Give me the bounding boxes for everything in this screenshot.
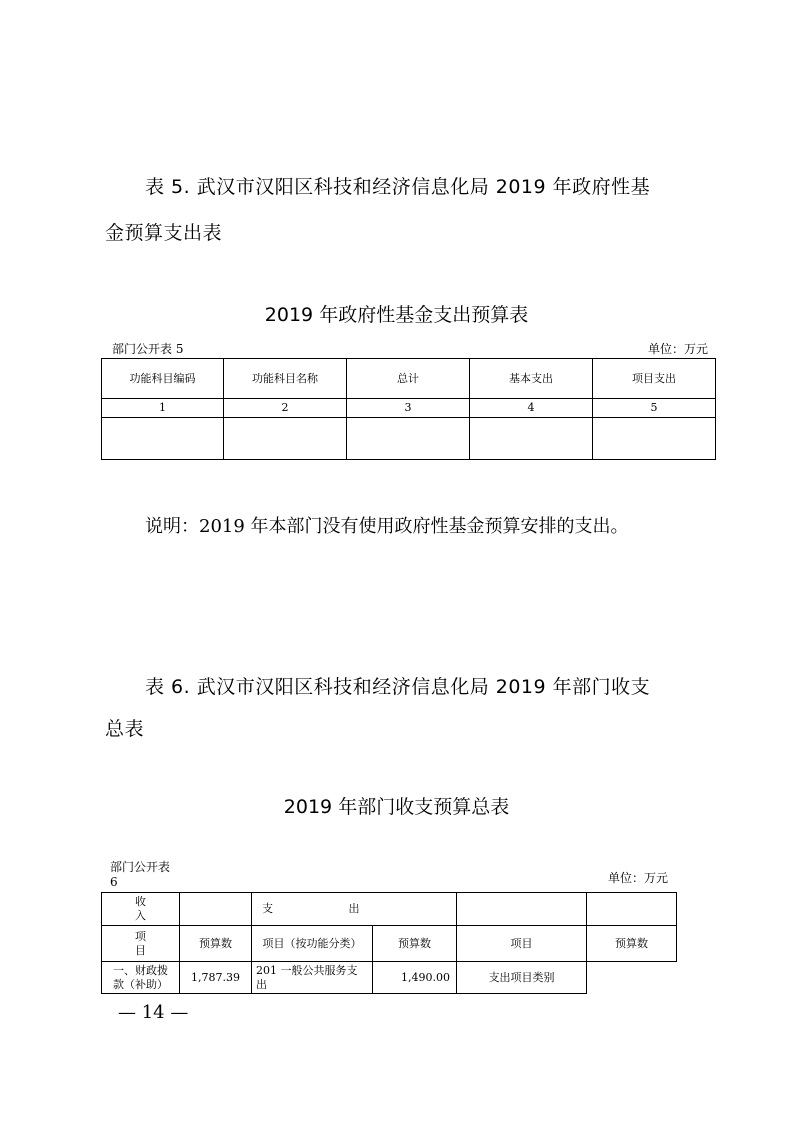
table5-number-cell: 4 [470, 399, 593, 418]
table6-income-header [102, 893, 180, 926]
table6 [101, 892, 677, 994]
table5-header-cell: 项目支出 [593, 359, 716, 399]
table5-form-label: 部门公开表 5 [112, 342, 184, 356]
table6-heading-line2: 总表 [105, 718, 145, 740]
table6-item-header-line2: 目 [135, 943, 146, 957]
table6-empty-cell [180, 893, 252, 926]
table6-group-header-row [102, 893, 677, 926]
table5-empty-cell [347, 418, 470, 460]
table5 [101, 358, 716, 460]
table5-heading-line2: 金预算支出表 [105, 222, 223, 244]
table5-header-row [102, 359, 716, 399]
table5-heading-line1: 表 5. 武汉市汉阳区科技和经济信息化局 2019 年政府性基 [145, 176, 651, 198]
table6-item-header [102, 926, 180, 962]
table6-amount3-cell [587, 962, 677, 994]
explanation-note: 说明：2019 年本部门没有使用政府性基金预算安排的支出。 [145, 516, 629, 537]
table5-header-cell: 总计 [347, 359, 470, 399]
table5-number-cell: 5 [593, 399, 716, 418]
table6-item-header-right: 项目 [457, 926, 587, 962]
table6-income-item-line2: 款（补助） [113, 977, 168, 991]
table5-header-cell: 功能科目编码 [102, 359, 224, 399]
table6-sub-header-row [102, 926, 677, 962]
table6-func-item-header: 项目（按功能分类） [252, 926, 373, 962]
table6-expense-header-left: 支 [262, 902, 273, 915]
table6-title: 2019 年部门收支预算总表 [283, 796, 510, 818]
table5-empty-cell [102, 418, 224, 460]
table6-func-amount-cell: 1,490.00 [373, 962, 457, 994]
table6-expense-header [252, 893, 457, 926]
table6-func-item-line2: 出 [256, 977, 267, 991]
table5-unit: 单位：万元 [647, 342, 708, 356]
table6-budget-header: 预算数 [587, 926, 677, 962]
table6-income-item-cell [102, 962, 180, 994]
table5-number-cell: 3 [347, 399, 470, 418]
table5-empty-cell [470, 418, 593, 460]
table6-form-label-line1: 部门公开表 [110, 860, 171, 874]
table6-income-amount-cell: 1,787.39 [180, 962, 252, 994]
table6-row [102, 962, 677, 994]
table6-unit: 单位：万元 [607, 871, 668, 885]
table6-income-item-line1: 一、财政拨 [113, 963, 168, 977]
table6-expense-header-right: 出 [348, 902, 360, 915]
table6-func-item-cell [252, 962, 373, 994]
table6-empty-cell [587, 893, 677, 926]
table5-number-cell: 2 [224, 399, 347, 418]
table6-income-header-line2: 入 [135, 909, 146, 922]
table5-header-cell: 功能科目名称 [224, 359, 347, 399]
table5-empty-cell [224, 418, 347, 460]
table6-income-header-line1: 收 [135, 895, 146, 908]
table6-func-item-line1: 201 一般公共服务支 [256, 963, 358, 977]
table6-budget-header: 预算数 [373, 926, 457, 962]
table5-header-cell: 基本支出 [470, 359, 593, 399]
table6-budget-header: 预算数 [180, 926, 252, 962]
table5-empty-cell [593, 418, 716, 460]
page-number: — 14 — [118, 1002, 189, 1023]
table6-empty-cell [457, 893, 587, 926]
table5-title: 2019 年政府性基金支出预算表 [264, 304, 529, 326]
table6-form-label [110, 860, 170, 890]
table6-item-category-cell: 支出项目类别 [457, 962, 587, 994]
table6-form-label-line2: 6 [110, 875, 118, 889]
table5-number-row [102, 399, 716, 418]
table5-number-cell: 1 [102, 399, 224, 418]
table5-empty-row [102, 418, 716, 460]
table6-item-header-line1: 项 [135, 929, 146, 943]
table6-heading-line1: 表 6. 武汉市汉阳区科技和经济信息化局 2019 年部门收支 [145, 676, 651, 698]
